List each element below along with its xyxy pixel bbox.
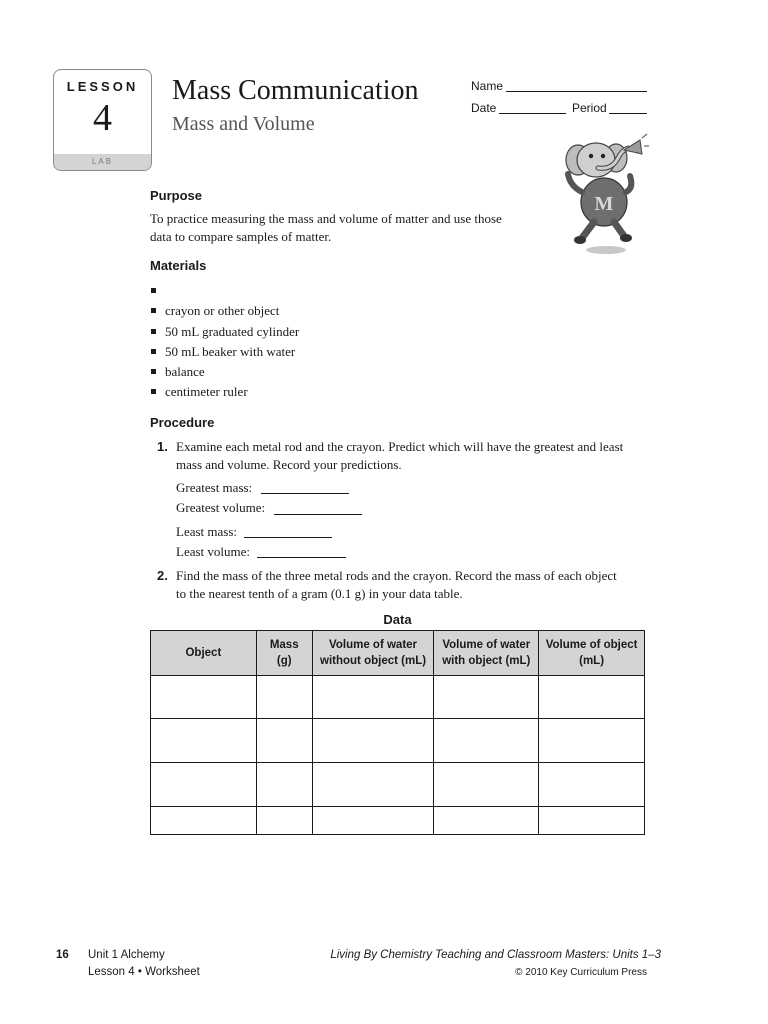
lesson-badge [53, 69, 152, 171]
table-cell[interactable] [151, 807, 257, 835]
footer-book-title: Living By Chemistry Teaching and Classroom Masters: Units 1–3 [330, 949, 661, 961]
name-label: Name [471, 79, 504, 93]
step-2-text [176, 567, 617, 603]
period-line[interactable] [609, 113, 647, 114]
header-water-without-object: Volume of water without object (mL) [312, 631, 434, 676]
purpose-line: data to compare samples of matter. [150, 229, 332, 244]
material-item: balance [150, 362, 299, 382]
header-mass: Mass (g) [256, 631, 312, 676]
table-cell[interactable] [434, 763, 539, 807]
prediction-greatest-volume-line[interactable] [274, 514, 362, 515]
header-object-volume: Volume of object (mL) [539, 631, 645, 676]
table-cell[interactable] [434, 676, 539, 719]
footer-lesson: Lesson 4 • Worksheet [88, 966, 200, 978]
step-1-number: 1. [157, 439, 168, 454]
page-subtitle: Mass and Volume [172, 113, 315, 135]
page-title: Mass Communication [172, 75, 419, 106]
step-1-line: mass and volume. Record your predictions. [176, 457, 402, 472]
materials-list [150, 281, 299, 403]
step-1-text [176, 438, 623, 474]
bullet-square-icon [151, 349, 156, 354]
material-item [150, 281, 299, 301]
prediction-least-volume-label: Least volume: [176, 544, 251, 559]
step-2-line: Find the mass of the three metal rods and the crayon. Record the mass of each object [176, 568, 617, 583]
table-cell[interactable] [539, 676, 645, 719]
material-item: centimeter ruler [150, 382, 299, 402]
table-cell[interactable] [256, 676, 312, 719]
table-cell[interactable] [312, 807, 434, 835]
prediction-least-mass-label: Least mass: [176, 524, 238, 539]
material-item: crayon or other object [150, 301, 299, 321]
period-label: Period [572, 101, 607, 115]
material-item: 50 mL beaker with water [150, 342, 299, 362]
table-cell[interactable] [151, 719, 257, 763]
data-table-caption: Data [383, 612, 412, 627]
mascot-emblem: M [594, 193, 614, 215]
table-row [151, 719, 645, 763]
table-row [151, 763, 645, 807]
step-2-number: 2. [157, 568, 168, 583]
table-cell[interactable] [312, 676, 434, 719]
prediction-greatest-mass-line[interactable] [261, 493, 349, 494]
table-cell[interactable] [151, 763, 257, 807]
table-row [151, 676, 645, 719]
date-line[interactable] [499, 113, 566, 114]
table-cell[interactable] [256, 807, 312, 835]
table-cell[interactable] [256, 719, 312, 763]
table-cell[interactable] [539, 807, 645, 835]
elephant-mascot-icon [558, 130, 650, 258]
table-cell[interactable] [312, 719, 434, 763]
purpose-line: To practice measuring the mass and volume of matter and use those [150, 211, 502, 226]
header-object: Object [151, 631, 257, 676]
prediction-least-mass-line[interactable] [244, 537, 332, 538]
prediction-least-volume-line[interactable] [257, 557, 346, 558]
bullet-square-icon [151, 288, 156, 293]
table-cell[interactable] [539, 763, 645, 807]
table-row [151, 807, 645, 835]
step-1-line: Examine each metal rod and the crayon. Predict which will have the greatest and least [176, 439, 624, 454]
data-table-header-row [151, 631, 645, 676]
page-number: 16 [56, 949, 69, 961]
data-table [150, 630, 645, 835]
table-cell[interactable] [256, 763, 312, 807]
materials-heading: Materials [150, 258, 207, 273]
procedure-heading: Procedure [150, 415, 215, 430]
material-item: 50 mL graduated cylinder [150, 322, 299, 342]
step-2-line: to the nearest tenth of a gram (0.1 g) in your data table. [176, 586, 463, 601]
bullet-square-icon [151, 329, 156, 334]
table-cell[interactable] [539, 719, 645, 763]
table-cell[interactable] [312, 763, 434, 807]
footer-copyright: © 2010 Key Curriculum Press [515, 967, 647, 978]
prediction-greatest-mass-label: Greatest mass: [176, 480, 253, 495]
table-cell[interactable] [434, 719, 539, 763]
purpose-text [150, 210, 502, 246]
header-water-with-object: Volume of water with object (mL) [434, 631, 539, 676]
table-cell[interactable] [434, 807, 539, 835]
footer-unit: Unit 1 Alchemy [88, 949, 165, 961]
purpose-heading: Purpose [150, 188, 203, 203]
lesson-label: LESSON [66, 79, 139, 94]
date-label: Date [471, 101, 497, 115]
lesson-type-tag: LAB [54, 154, 151, 170]
prediction-greatest-volume-label: Greatest volume: [176, 500, 266, 515]
bullet-square-icon [151, 369, 156, 374]
name-line[interactable] [506, 91, 647, 92]
bullet-square-icon [151, 389, 156, 394]
lesson-number: 4 [93, 97, 112, 139]
table-cell[interactable] [151, 676, 257, 719]
bullet-square-icon [151, 308, 156, 313]
